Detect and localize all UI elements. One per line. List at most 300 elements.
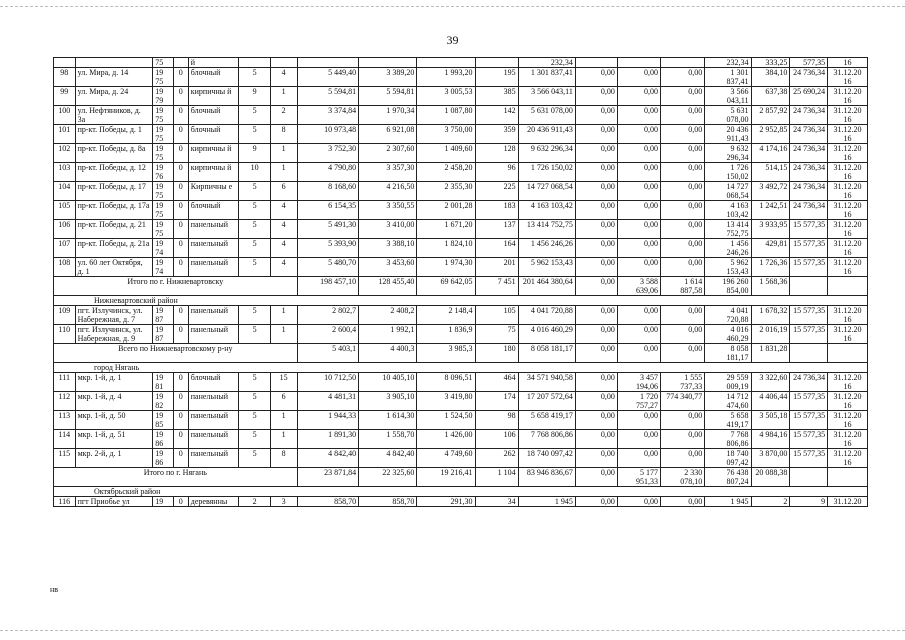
table-cell: 19 74	[153, 239, 173, 258]
table-cell: 115	[54, 449, 76, 468]
table-cell: 19	[153, 497, 173, 507]
table-cell: 105	[54, 201, 76, 220]
table-cell: 116	[54, 497, 76, 507]
table-cell: 262	[475, 449, 518, 468]
table-cell: 0,00	[660, 344, 704, 363]
table-cell: 359	[475, 125, 518, 144]
table-cell: 31.12.20 16	[828, 68, 868, 87]
table-row	[54, 239, 868, 258]
table-cell: 19 76	[153, 163, 173, 182]
table-cell: 0,00	[575, 258, 617, 277]
table-cell	[54, 58, 76, 68]
table-cell: 6 921,08	[359, 125, 417, 144]
table-cell: 1 945	[518, 497, 575, 507]
table-cell: 3 388,10	[359, 239, 417, 258]
table-cell: 2 148,4	[417, 306, 475, 325]
table-cell: 4	[270, 201, 297, 220]
table-cell: панельный	[188, 430, 239, 449]
table-cell: 0,00	[617, 497, 660, 507]
table-cell: 8 168,60	[297, 182, 358, 201]
table-cell: 0,00	[575, 106, 617, 125]
table-row	[54, 449, 868, 468]
table-cell: 19 81	[153, 373, 173, 392]
table-cell: 0,00	[660, 182, 704, 201]
table-cell: 5	[239, 306, 270, 325]
table-cell: 9	[239, 144, 270, 163]
table-cell: 5	[239, 68, 270, 87]
table-cell: 31.12.20	[828, 497, 868, 507]
table-cell: 2 458,20	[417, 163, 475, 182]
table-cell: 15 577,35	[790, 325, 828, 344]
table-cell: 4 163 103,42	[518, 201, 575, 220]
table-cell: 4 016 460,29	[518, 325, 575, 344]
table-cell: 0,00	[660, 239, 704, 258]
table-cell: 9	[790, 497, 828, 507]
table-cell: 225	[475, 182, 518, 201]
table-cell: 195	[475, 68, 518, 87]
table-cell: 0	[173, 306, 188, 325]
table-cell: 0,00	[617, 68, 660, 87]
table-cell	[75, 58, 153, 68]
table-cell: 0	[173, 239, 188, 258]
table-cell: 0,00	[617, 144, 660, 163]
table-cell: 14 712 474,60	[705, 392, 751, 411]
table-cell	[417, 58, 475, 68]
table-cell: 15 577,35	[790, 430, 828, 449]
table-cell: 3 750,00	[417, 125, 475, 144]
table-cell: 69 642,05	[417, 277, 475, 296]
table-cell: 1 891,30	[297, 430, 358, 449]
table-cell: 1 409,60	[417, 144, 475, 163]
table-cell: 0,00	[617, 430, 660, 449]
table-cell: 1 301 837,41	[705, 68, 751, 87]
table-cell: мкр. 1-й, д. 50	[75, 411, 153, 430]
table-cell: 5	[239, 411, 270, 430]
table-cell: 6 154,35	[297, 201, 358, 220]
table-cell: 0	[173, 497, 188, 507]
table-cell: 4 406,44	[751, 392, 790, 411]
table-cell: 1	[270, 306, 297, 325]
table-cell: пр-кт. Победы, д. 21а	[75, 239, 153, 258]
table-row	[54, 430, 868, 449]
table-cell: 111	[54, 373, 76, 392]
table-cell: 1	[270, 144, 297, 163]
table-cell: 98	[54, 68, 76, 87]
table-cell: 3 588 639,06	[617, 277, 660, 296]
table-cell: 0,00	[617, 306, 660, 325]
table-cell: 24 736,34	[790, 68, 828, 87]
table-cell: 5	[239, 201, 270, 220]
table-cell: 1 426,00	[417, 430, 475, 449]
table-cell: 1	[270, 430, 297, 449]
table-cell: 10 405,10	[359, 373, 417, 392]
table-cell: 4 400,3	[359, 344, 417, 363]
table-cell: 8 058 181,17	[705, 344, 751, 363]
table-cell: 13 414 752,75	[705, 220, 751, 239]
table-cell: 1 726,36	[751, 258, 790, 277]
table-cell: 0,00	[660, 430, 704, 449]
table-cell: 3 492,72	[751, 182, 790, 201]
table-cell: 5	[239, 325, 270, 344]
table-cell: 4 984,16	[751, 430, 790, 449]
table-cell: панельный	[188, 325, 239, 344]
table-cell	[297, 58, 358, 68]
table-cell: 1 614 887,58	[660, 277, 704, 296]
table-cell: 174	[475, 392, 518, 411]
table-cell: 196 260 854,00	[705, 277, 751, 296]
table-cell: 110	[54, 325, 76, 344]
table-cell: 114	[54, 430, 76, 449]
table-cell: 4 174,16	[751, 144, 790, 163]
table-cell: панельный	[188, 411, 239, 430]
table-cell: 0	[173, 201, 188, 220]
table-cell: ул. Мира, д. 14	[75, 68, 153, 87]
table-cell: 3 933,95	[751, 220, 790, 239]
table-cell: 137	[475, 220, 518, 239]
table-cell: 15 577,35	[790, 411, 828, 430]
table-cell: 0,00	[575, 392, 617, 411]
table-cell: 0	[173, 258, 188, 277]
table-cell: 15 577,35	[790, 392, 828, 411]
table-row	[54, 373, 868, 392]
table-cell: 24 736,34	[790, 106, 828, 125]
table-cell: 5 393,90	[297, 239, 358, 258]
table-row	[54, 87, 868, 106]
table-cell: 1 726 150,02	[705, 163, 751, 182]
table-cell: 0,00	[575, 239, 617, 258]
table-cell: 99	[54, 87, 76, 106]
table-cell: 10 712,50	[297, 373, 358, 392]
table-cell	[790, 277, 828, 296]
table-cell: 2	[751, 497, 790, 507]
table-cell: 858,70	[297, 497, 358, 507]
table-cell: блочный	[188, 125, 239, 144]
table-cell: 1 671,20	[417, 220, 475, 239]
table-cell: 429,81	[751, 239, 790, 258]
table-cell: 5 631 078,00	[705, 106, 751, 125]
table-cell: 3 374,84	[297, 106, 358, 125]
table-cell: блочный	[188, 201, 239, 220]
table-cell: 201 464 380,64	[518, 277, 575, 296]
table-cell: й	[188, 58, 239, 68]
table-cell: 100	[54, 106, 76, 125]
table-cell: 0	[173, 163, 188, 182]
table-cell: 20 436 911,43	[705, 125, 751, 144]
table-row	[54, 220, 868, 239]
table-cell: 0	[173, 220, 188, 239]
table-cell: 3 457 194,06	[617, 373, 660, 392]
table-cell: 0	[173, 68, 188, 87]
table-cell: 2 355,30	[417, 182, 475, 201]
table-cell: 15 577,35	[790, 239, 828, 258]
table-cell: пгт Приобье ул	[75, 497, 153, 507]
table-cell: 0,00	[575, 87, 617, 106]
table-cell: мкр. 2-й, д. 1	[75, 449, 153, 468]
table-cell: 24 736,34	[790, 125, 828, 144]
table-cell: 19 75	[153, 220, 173, 239]
table-cell: 0,00	[575, 277, 617, 296]
table-cell: 24 736,34	[790, 163, 828, 182]
table-cell: 20 436 911,43	[518, 125, 575, 144]
table-cell: 19 74	[153, 258, 173, 277]
table-cell: 0,00	[660, 201, 704, 220]
table-cell: 0,00	[617, 344, 660, 363]
table-cell: 0,00	[575, 468, 617, 487]
table-cell: 0,00	[660, 163, 704, 182]
table-cell: 3 905,10	[359, 392, 417, 411]
table-cell: 0,00	[575, 449, 617, 468]
table-cell: 29 559 009,19	[705, 373, 751, 392]
table-cell: 0	[173, 392, 188, 411]
table-cell: 19 86	[153, 449, 173, 468]
table-cell: 31.12.20 16	[828, 392, 868, 411]
table-cell: 384,10	[751, 68, 790, 87]
table-cell: 10 973,48	[297, 125, 358, 144]
table-cell: 5 403,1	[297, 344, 358, 363]
table-cell: 4 163 103,42	[705, 201, 751, 220]
table-cell: 3 752,30	[297, 144, 358, 163]
table-cell: 5 594,81	[359, 87, 417, 106]
table-cell: 20 088,38	[751, 468, 790, 487]
table-cell: 0	[173, 106, 188, 125]
table-cell: 1 568,36	[751, 277, 790, 296]
table-cell: 19 75	[153, 144, 173, 163]
table-cell: 1 456 246,26	[705, 239, 751, 258]
table-cell: 1 555 737,33	[660, 373, 704, 392]
table-cell: 858,70	[359, 497, 417, 507]
table-cell: Кирпичны е	[188, 182, 239, 201]
table-cell: 19 75	[153, 106, 173, 125]
table-cell: 4 041 720,88	[518, 306, 575, 325]
table-cell: 83 946 836,67	[518, 468, 575, 487]
table-cell: 8	[270, 449, 297, 468]
page-number: 39	[446, 33, 459, 47]
table-cell: 5	[239, 449, 270, 468]
table-cell: 0,00	[660, 87, 704, 106]
table-cell: 3 985,3	[417, 344, 475, 363]
table-cell: 18 740 097,42	[518, 449, 575, 468]
table-cell: 96	[475, 163, 518, 182]
table-cell: 1 678,32	[751, 306, 790, 325]
table-cell: 18 740 097,42	[705, 449, 751, 468]
table-cell: 201	[475, 258, 518, 277]
table-cell: 4 016 460,29	[705, 325, 751, 344]
table-cell: 164	[475, 239, 518, 258]
table-cell: панельный	[188, 258, 239, 277]
table-cell: 0	[173, 144, 188, 163]
table-cell: мкр. 1-й, д. 4	[75, 392, 153, 411]
table-cell: 31.12.20 16	[828, 163, 868, 182]
table-cell: 5	[239, 373, 270, 392]
table-cell: 0,00	[660, 106, 704, 125]
table-cell: 3 350,55	[359, 201, 417, 220]
table-cell: 19 87	[153, 325, 173, 344]
table-cell: 5	[239, 220, 270, 239]
table-cell: 5 962 153,43	[705, 258, 751, 277]
table-cell: мкр. 1-й, д. 1	[75, 373, 153, 392]
table-cell: 24 736,34	[790, 182, 828, 201]
table-cell: 128	[475, 144, 518, 163]
table-cell: 232,34	[705, 58, 751, 68]
table-cell: 4 842,40	[359, 449, 417, 468]
table-cell: 637,38	[751, 87, 790, 106]
table-row	[54, 58, 868, 68]
table-cell: 2 802,7	[297, 306, 358, 325]
table-cell: 1 970,34	[359, 106, 417, 125]
table-cell: 34 571 940,58	[518, 373, 575, 392]
table-row	[54, 344, 868, 363]
table-cell: 8 058 181,17	[518, 344, 575, 363]
table-cell: 2 016,19	[751, 325, 790, 344]
table-cell: 5	[239, 239, 270, 258]
table-cell: 15 577,35	[790, 220, 828, 239]
table-cell: 1 831,28	[751, 344, 790, 363]
table-row	[54, 411, 868, 430]
table-cell	[270, 58, 297, 68]
table-cell	[617, 58, 660, 68]
table-cell: панельный	[188, 220, 239, 239]
table-cell: 0,00	[660, 68, 704, 87]
table-cell: 31.12.20 16	[828, 87, 868, 106]
table-cell: 9	[239, 87, 270, 106]
table-cell: 19 79	[153, 87, 173, 106]
table-cell: ул. 60 лет Октября, д. 1	[75, 258, 153, 277]
table-cell: 0,00	[575, 163, 617, 182]
table-cell: 1	[270, 411, 297, 430]
table-cell: 0	[173, 373, 188, 392]
table-row	[54, 325, 868, 344]
table-cell: 4 842,40	[297, 449, 358, 468]
table-cell: панельный	[188, 392, 239, 411]
total-label: Итого по г. Нижневартовску	[54, 277, 298, 296]
table-cell: 232,34	[518, 58, 575, 68]
table-cell: 102	[54, 144, 76, 163]
table-cell: 4	[270, 239, 297, 258]
table-cell: 5	[239, 258, 270, 277]
table-cell: 15 577,35	[790, 449, 828, 468]
table-cell: 1 726 150,02	[518, 163, 575, 182]
table-cell: 5 177 951,33	[617, 468, 660, 487]
table-cell: 1 945	[705, 497, 751, 507]
table-cell: 0,00	[660, 411, 704, 430]
table-cell	[828, 344, 868, 363]
table-cell: 75	[153, 58, 173, 68]
table-cell: 2 001,28	[417, 201, 475, 220]
table-cell: 17 207 572,64	[518, 392, 575, 411]
table-cell: 0,00	[575, 68, 617, 87]
table-cell: 385	[475, 87, 518, 106]
table-cell: 1	[270, 87, 297, 106]
table-cell: 4	[270, 258, 297, 277]
table-cell: 1 720 757,27	[617, 392, 660, 411]
table-cell: 1 992,1	[359, 325, 417, 344]
table-cell: 0,00	[617, 220, 660, 239]
table-cell: 0,00	[575, 125, 617, 144]
table-cell: 2 408,2	[359, 306, 417, 325]
table-cell: 109	[54, 306, 76, 325]
table-cell: 3 453,60	[359, 258, 417, 277]
table-cell: 31.12.20 16	[828, 201, 868, 220]
table-cell: 8 096,51	[417, 373, 475, 392]
table-cell: 31.12.20 16	[828, 373, 868, 392]
table-cell: 112	[54, 392, 76, 411]
table-cell: 19 86	[153, 430, 173, 449]
table-cell: 3 005,53	[417, 87, 475, 106]
table-cell: 142	[475, 106, 518, 125]
table-cell: 101	[54, 125, 76, 144]
table-cell: 19 82	[153, 392, 173, 411]
table-cell: 5 658 419,17	[518, 411, 575, 430]
table-cell: 23 871,84	[297, 468, 358, 487]
table-cell: 5	[239, 430, 270, 449]
table-cell: 5 480,70	[297, 258, 358, 277]
table-cell: 3 410,00	[359, 220, 417, 239]
table-cell	[239, 58, 270, 68]
table-cell: пр-кт. Победы, д. 21	[75, 220, 153, 239]
table-cell: 108	[54, 258, 76, 277]
table-cell: 19 75	[153, 68, 173, 87]
table-cell: 0,00	[575, 344, 617, 363]
table-cell: 1 614,30	[359, 411, 417, 430]
table-cell: 0,00	[617, 239, 660, 258]
table-cell: 31.12.20 16	[828, 449, 868, 468]
total-label: Всего по Нижневартовскому р-ну	[54, 344, 298, 363]
table-row	[54, 163, 868, 182]
table-cell: 3 566 043,11	[518, 87, 575, 106]
table-row	[54, 201, 868, 220]
table-cell: пр-кт. Победы, д. 1	[75, 125, 153, 144]
table-cell: 19 216,41	[417, 468, 475, 487]
table-cell	[359, 58, 417, 68]
table-cell: мкр. 1-й, д. 51	[75, 430, 153, 449]
table-cell: 0,00	[660, 497, 704, 507]
table-row	[54, 363, 868, 373]
table-cell: пр-кт. Победы, д. 12	[75, 163, 153, 182]
table-cell: 0,00	[575, 373, 617, 392]
table-body	[54, 58, 868, 507]
table-cell: 107	[54, 239, 76, 258]
table-cell: 10	[239, 163, 270, 182]
table-row	[54, 392, 868, 411]
table-cell: 2 600,4	[297, 325, 358, 344]
table-cell: 2	[270, 106, 297, 125]
table-row	[54, 182, 868, 201]
table-cell: 19 85	[153, 411, 173, 430]
table-cell: 0,00	[660, 125, 704, 144]
table-cell: 774 340,77	[660, 392, 704, 411]
table-cell: 0,00	[617, 449, 660, 468]
table-cell: 106	[54, 220, 76, 239]
table-cell: 3 566 043,11	[705, 87, 751, 106]
table-cell: 5 449,40	[297, 68, 358, 87]
table-cell: блочный	[188, 106, 239, 125]
table-cell: 24 736,34	[790, 144, 828, 163]
table-cell: 0,00	[575, 497, 617, 507]
table-cell	[790, 468, 828, 487]
table-cell: 3 505,18	[751, 411, 790, 430]
table-cell: панельный	[188, 449, 239, 468]
table-cell: 0,00	[617, 163, 660, 182]
table-cell: 5 962 153,43	[518, 258, 575, 277]
table-cell: 0	[173, 449, 188, 468]
table-cell: 19 87	[153, 306, 173, 325]
section-heading: Нижневартовский район	[54, 296, 868, 306]
table-cell: 22 325,60	[359, 468, 417, 487]
table-cell: 0,00	[660, 306, 704, 325]
table-cell: 8	[270, 125, 297, 144]
table-cell: 14 727 068,54	[705, 182, 751, 201]
table-cell: пгт. Излучинск, ул. Набережная, д. 9	[75, 325, 153, 344]
